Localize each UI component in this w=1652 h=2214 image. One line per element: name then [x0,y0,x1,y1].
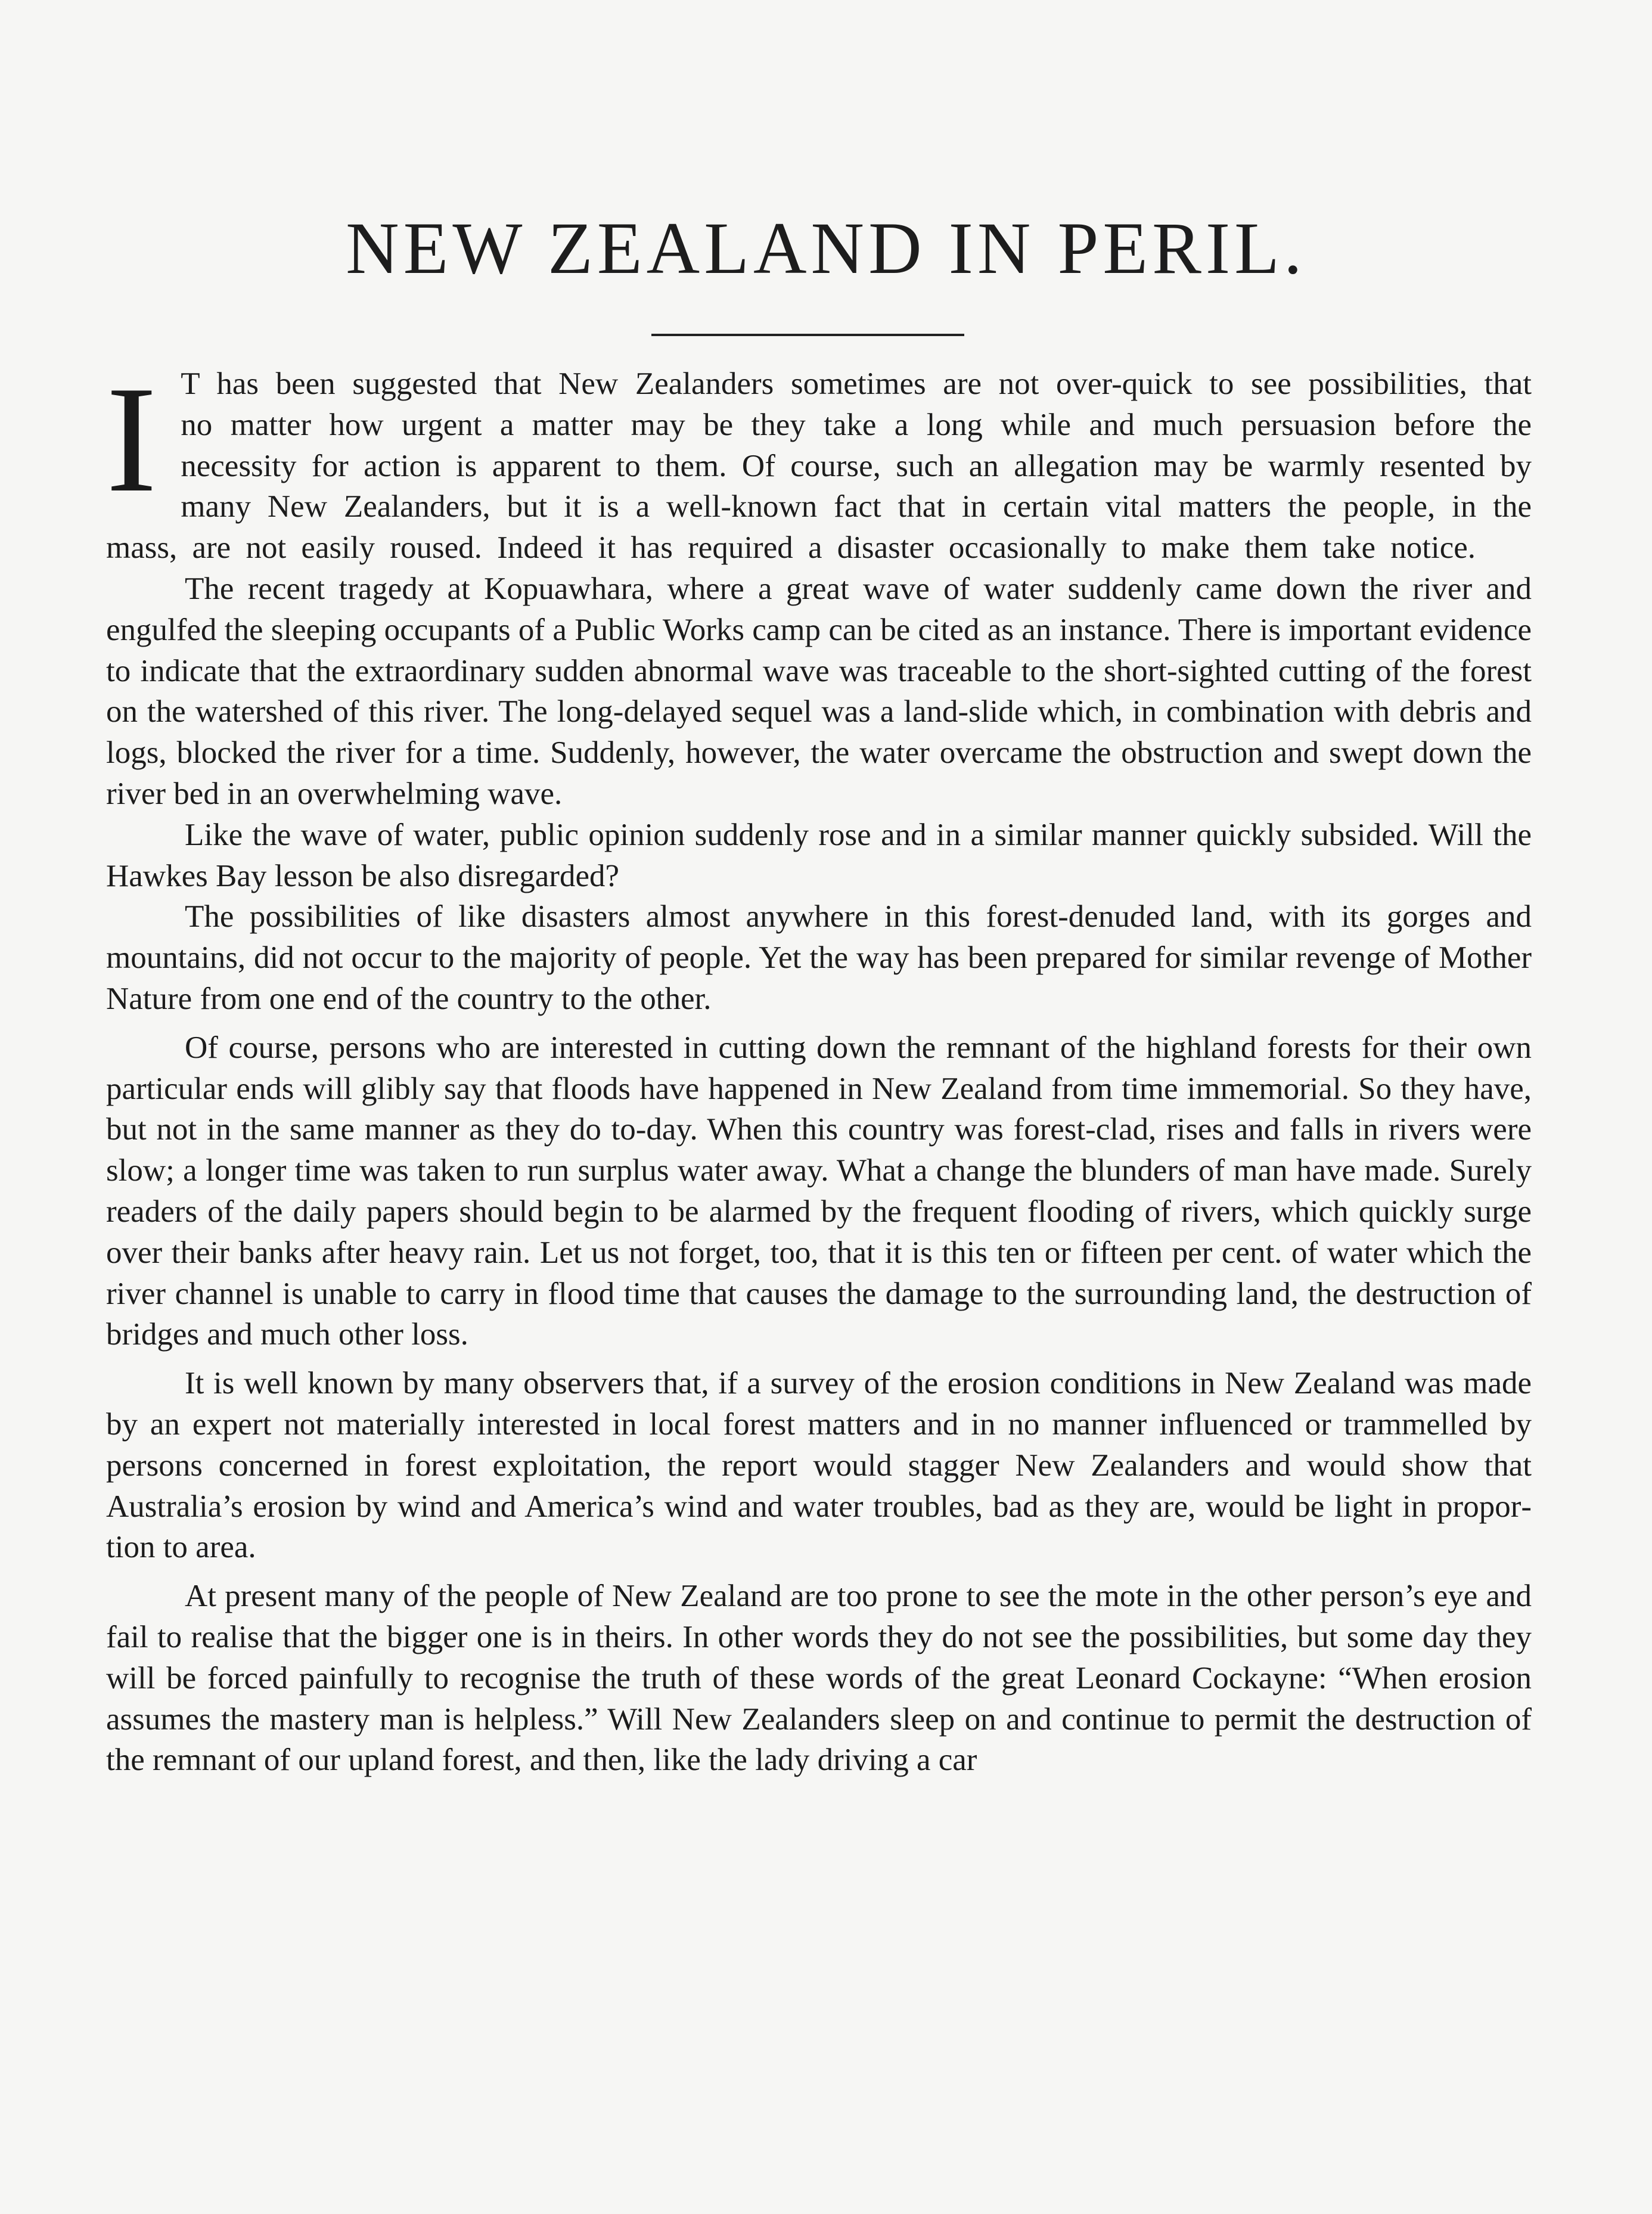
article-body [106,355,1532,1781]
paragraph-1 [106,355,1532,569]
paragraph-6: It is well known by many observers that, if a survey of the erosion conditions in New Zealand was made by an expert not materially interested in local forest matters and in no manner influenced or trammelled by persons concerned in forest exploitation, the report would stagger New Zealanders and would show that Australia’s erosion by wind and America’s wind and water troubles, bad as they are, would be light in proportion to area. [106,1366,1532,1565]
drop-cap: I [106,355,157,524]
paragraph-5: Of course, persons who are interested in cutting down the remnant of the highland forests for their own particular ends will glibly say that floods have happened in New Zealand from time immemorial. So they have, but not in the same manner as they do to-day. When this country was forest-clad, rises and falls in rivers were slow; a longer time was taken to run surplus water away. What a change the blunders of man have made. Surely readers of the daily papers should begin to be alarmed by the frequent flooding of rivers, which quickly surge over their banks after heavy rain. Let us not forget, too, that it is this ten or fifteen per cent. of water which the river channel is unable to carry in flood time that causes the damage to the surrounding land, the destruction of bridges and much other loss. [106,1030,1532,1352]
paragraph-3: Like the wave of water, public opinion suddenly rose and in a similar manner quickly subsided. Will the Hawkes Bay lesson be also disregarded? [106,817,1532,893]
paragraph-text: T has been suggested that New Zealanders sometimes are not over-quick to see possibilities, that no matter how urgent a matter may be they take a long while and much persuasion before the necessity for action is apparent to them. Of course, such an allegation may be warmly resented by many New Zealanders, but it is a well-known fact that in certain vital matters the people, in the mass, are not easily roused. Indeed it has required a disaster occasionally to make them take notice. [106,367,1532,566]
paragraph-4: The possibilities of like disasters almost anywhere in this forest-denuded land, with its gorges and mountains, did not occur to the majority of people. Yet the way has been prepared for similar revenge of Mother Nature from one end of the country to the other. [106,899,1532,1016]
title-rule [651,334,964,336]
paragraph-7: At present many of the people of New Zealand are too prone to see the mote in the other person’s eye and fail to realise that the bigger one is in theirs. In other words they do not see the possibilities, but some day they will be forced painfully to recognise the truth of these words of the great Leonard Cockayne: “When erosion assumes the mastery man is helpless.” Will New Zealanders sleep on and continue to permit the destruction of the remnant of our upland forest, and then, like the lady driving a car [106,1579,1532,1778]
page-title: NEW ZEALAND IN PERIL. [346,207,1306,289]
paragraph-2: The recent tragedy at Kopuawhara, where a great wave of water suddenly came down the river and engulfed the sleeping occupants of a Public Works camp can be cited as an instance. There is important evidence to indicate that the extraordinary sudden abnormal wave was traceable to the short-sighted cutting of the forest on the watershed of this river. The long-delayed sequel was a land-slide which, in combination with debris and logs, blocked the river for a time. Suddenly, however, the water overcame the obstruction and swept down the river bed in an overwhelming wave. [106,571,1532,811]
